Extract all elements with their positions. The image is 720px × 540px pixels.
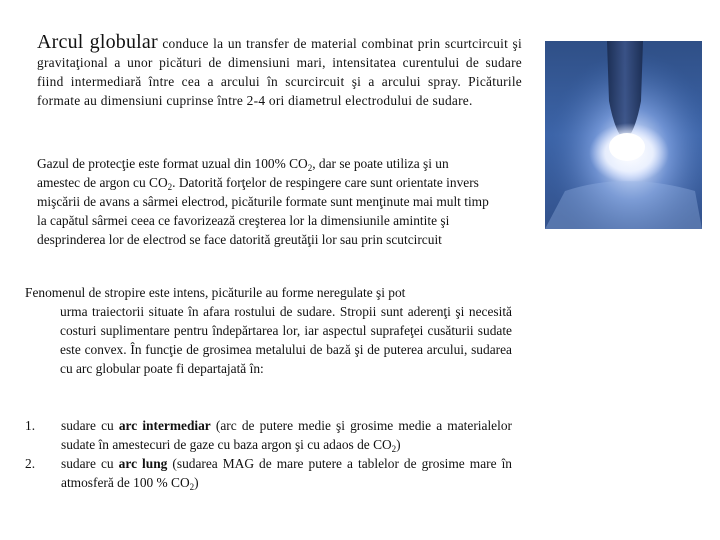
list-text-pre: sudare cu	[61, 456, 119, 471]
intro-paragraph	[37, 33, 522, 110]
list-text-post: (arc de putere medie şi grosime medie a materialelor sudate în amestecuri de gaze cu baza argon şi cu adaos de CO	[61, 418, 512, 452]
list-text-end: )	[396, 437, 401, 452]
list-text-post: (sudarea MAG de mare putere a tablelor de grosime mare în atmosferă de 100 % CO	[61, 456, 512, 490]
list-number: 2.	[25, 456, 36, 471]
gas-sub-2: 2	[167, 182, 173, 192]
gas-text-3: . Datorită forţelor de respingere care sunt orientate invers mişcării de avans a sârmei electrod, picăturile formate sunt menţinute mai mult timp la capătul sârmei ceea ce favorizează creşterea lor la dimensiunile amintite şi desprinderea lor de electrod se face datorită greutăţii lor sau prin scutcircuit	[37, 175, 489, 247]
list-term: arc lung	[118, 456, 168, 471]
phenomenon-paragraph	[25, 283, 512, 378]
gas-text-2: , dar se poate utiliza şi un amestec de argon cu CO	[37, 156, 449, 190]
list-number: 1.	[25, 418, 36, 433]
welding-arc-photo	[545, 41, 702, 229]
intro-title: Arcul globular	[37, 31, 158, 53]
intro-text: conduce la un transfer de material combinat prin scurtcircuit şi gravitaţional a unor picături de dimensiuni mari, intensitatea curentului de sudare fiind intermediară între cea a arcului în scurcircuit şi a arcului spray. Picăturile formate au dimensiuni cuprinse între 2-4 ori diametrul electrodului de sudare.	[37, 36, 522, 108]
list-item	[25, 416, 512, 454]
list-item	[25, 454, 512, 492]
arc-type-list	[25, 416, 512, 492]
gas-text-1: Gazul de protecţie este format uzual din 100% CO	[37, 156, 308, 171]
list-text-pre: sudare cu	[61, 418, 119, 433]
list-text-end: )	[194, 475, 199, 490]
list-sub: 2	[189, 482, 195, 492]
gas-paragraph	[37, 154, 492, 249]
phenomenon-rest: urma traiectorii situate în afara rostului de sudare. Stropii sunt aderenţi şi necesită costuri suplimentare pentru îndepărtarea lor, iar aspectul suprafeţei cusăturii sudate este convex. În funcţie de grosimea metalului de bază şi de puterea arcului, sudarea cu arc globular poate fi departajată în:	[60, 304, 512, 376]
gas-sub-1: 2	[307, 163, 313, 173]
list-sub: 2	[391, 444, 397, 454]
phenomenon-first-line: Fenomenul de stropire este intens, picăturile au forme neregulate şi pot	[25, 285, 406, 300]
list-term: arc intermediar	[118, 418, 211, 433]
